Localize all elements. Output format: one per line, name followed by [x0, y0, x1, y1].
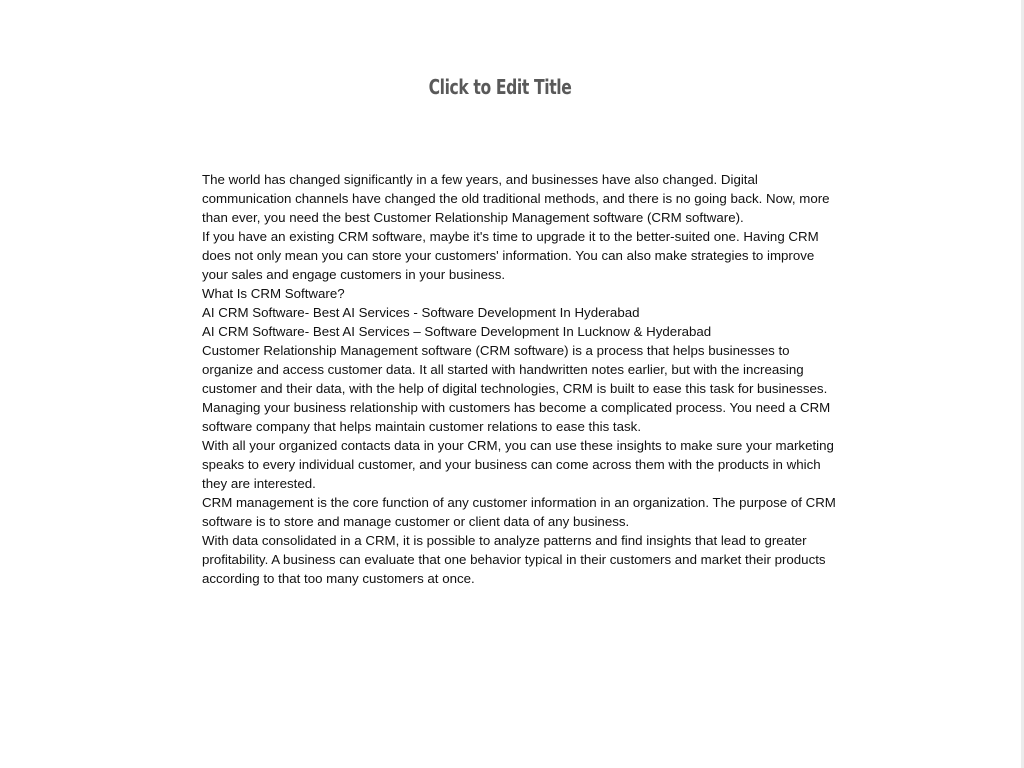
paragraph-heading: What Is CRM Software? — [202, 286, 345, 301]
paragraph: Customer Relationship Management software (CRM software) is a process that helps businesses to organize and access customer data. It all started with handwritten notes earlier, but with the increasing customer and their data, with the help of digital technologies, CRM is built to ease this task for businesses. — [202, 343, 828, 396]
slide-body-text[interactable] — [202, 170, 842, 588]
paragraph: With all your organized contacts data in your CRM, you can use these insights to make sure your marketing speaks to every individual customer, and your business can come across them with the products in which they are interested. — [202, 438, 834, 491]
paragraph: CRM management is the core function of any customer information in an organization. The purpose of CRM software is to store and manage customer or client data of any business. — [202, 495, 836, 529]
paragraph: The world has changed significantly in a few years, and businesses have also changed. Digital communication channels have changed the old traditional methods, and there is no going back. Now, more than ever, you need the best Customer Relationship Management software (CRM software). — [202, 172, 830, 225]
slide-title[interactable]: Click to Edit Title — [428, 75, 572, 99]
paragraph: If you have an existing CRM software, maybe it's time to upgrade it to the better-suited one. Having CRM does not only mean you can store your customers' information. You can also make strategies to improve your sales and engage customers in your business. — [202, 229, 819, 282]
paragraph: Managing your business relationship with customers has become a complicated process. You need a CRM software company that helps maintain customer relations to ease this task. — [202, 400, 831, 434]
paragraph: With data consolidated in a CRM, it is possible to analyze patterns and find insights that lead to greater profitability. A business can evaluate that one behavior typical in their customers and market their products according to that too many customers at once. — [202, 533, 826, 586]
paragraph: AI CRM Software- Best AI Services - Software Development In Hyderabad — [202, 305, 640, 320]
paragraph: AI CRM Software- Best AI Services – Software Development In Lucknow & Hyderabad — [202, 324, 712, 339]
